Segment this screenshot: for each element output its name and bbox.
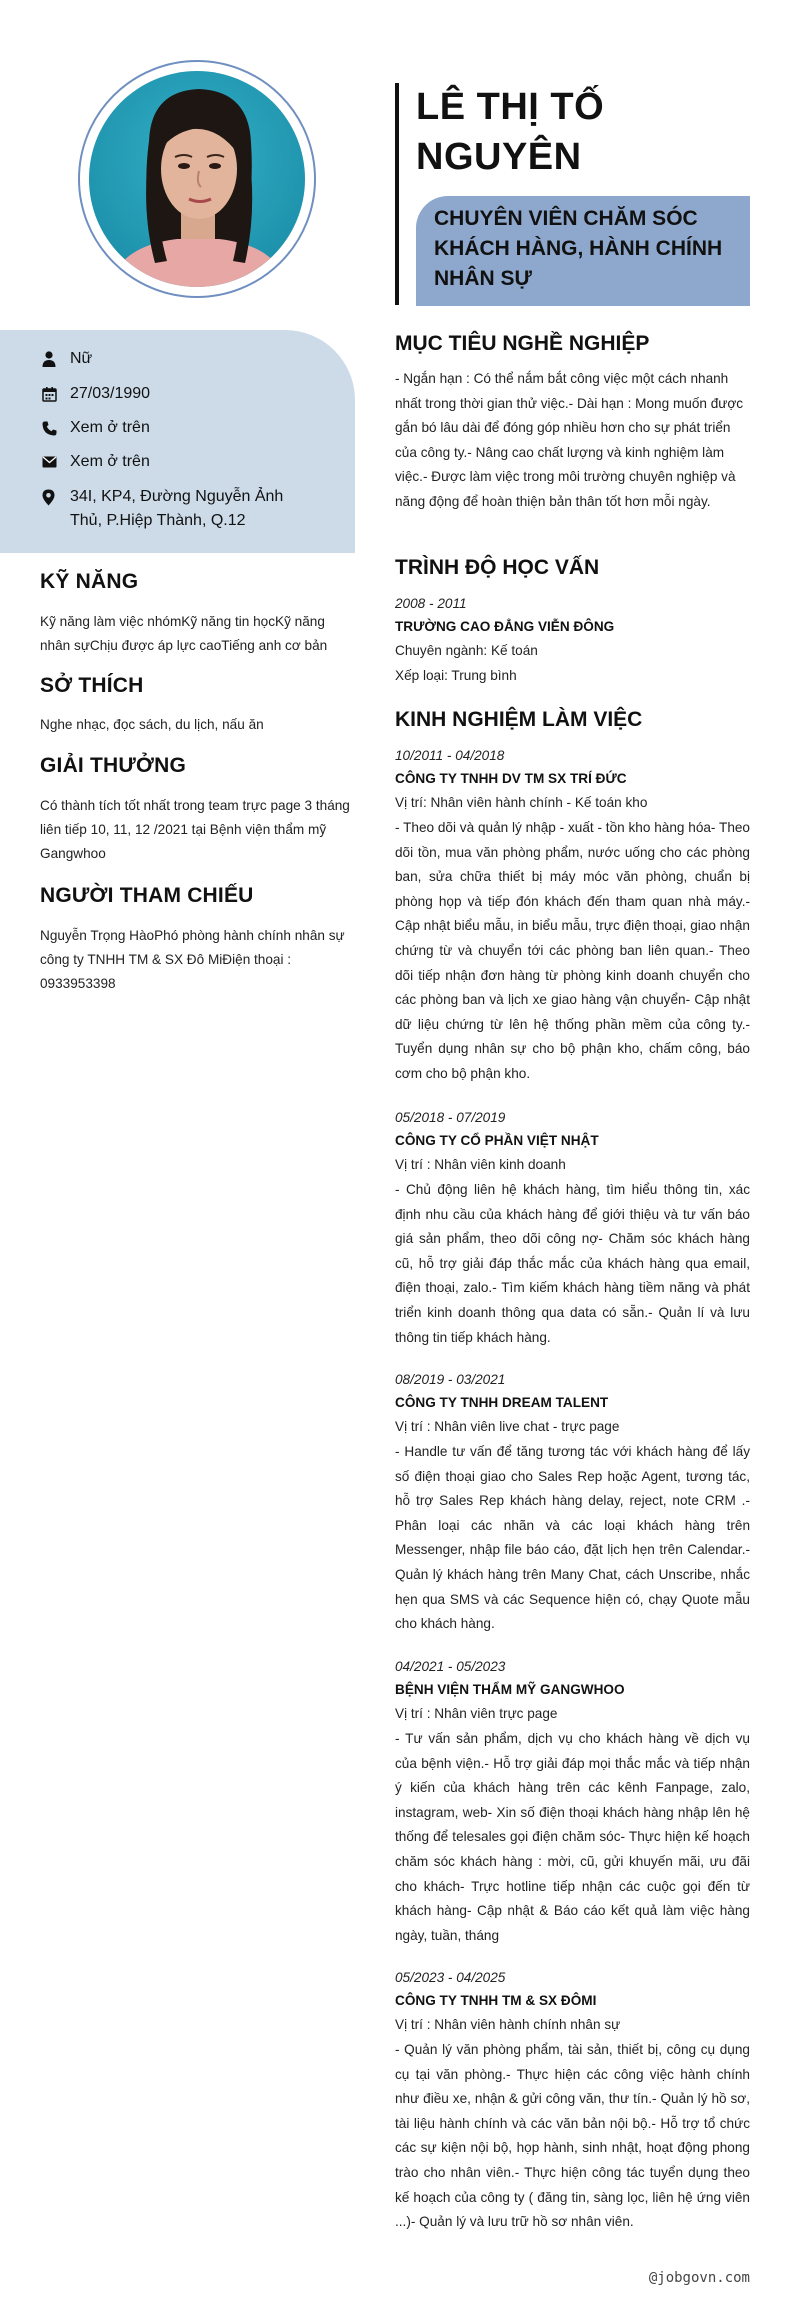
person-icon — [42, 347, 64, 371]
hobbies-text: Nghe nhạc, đọc sách, du lịch, nấu ăn — [40, 717, 264, 732]
objective-title: MỤC TIÊU NGHỀ NGHIỆP — [395, 332, 650, 355]
job-period: 10/2011 - 04/2018 — [395, 748, 505, 763]
job-position: Vị trí: Nhân viên hành chính - Kế toán kho — [395, 795, 648, 810]
email-value: Xem ở trên — [70, 453, 150, 470]
objective-text: - Ngắn hạn : Có thể nắm bắt công việc một cách nhanh nhất trong thời gian thử việc.- Dài hạn : Mong muốn được gắn bó lâu dài để đóng góp nhiều hơn cho sự phát triển của công ty.- Nâng cao chất lượng và kinh nghiệm làm việc.- Được làm việc trong môi trường chuyên nghiệp và năng động để hoàn thiện bản thân tốt hơn mỗi ngày. — [395, 371, 744, 509]
education-period: 2008 - 2011 — [395, 596, 467, 611]
job-period: 04/2021 - 05/2023 — [395, 1659, 506, 1674]
job-period: 08/2019 - 03/2021 — [395, 1372, 506, 1387]
skills-title: KỸ NĂNG — [40, 570, 139, 593]
name-accent-bar — [395, 83, 399, 305]
job-position: Vị trí : Nhân viên trực page — [395, 1706, 558, 1721]
job-description: - Tư vấn sản phẩm, dịch vụ cho khách hàng về dịch vụ của bệnh viện.- Hỗ trợ giải đáp mọi thắc mắc và tiếp nhận ý kiến của khách hàng trên các kênh Fanpage, zalo, instagram, web- Xin số điện thoại khách hàng nhập lên hệ thống để telesales gọi điện chăm sóc- Thực hiện kế hoạch chăm sóc khách hàng : mời, cũ, gửi khuyến mãi, ưu đãi cho khách- Trực hotline tiếp nhận các cuộc gọi đến từ khách hàng- Cập nhật & Báo cáo kết quả làm việc hàng ngày, tuần, tháng — [395, 1731, 750, 1943]
skills-text: Kỹ năng làm việc nhómKỹ năng tin họcKỹ năng nhân sựChịu được áp lực caoTiếng anh cơ bản — [40, 614, 328, 653]
hobbies-title: SỞ THÍCH — [40, 674, 144, 697]
job-title-box — [416, 196, 750, 306]
contact-gender — [42, 347, 300, 371]
job-position: Vị trí : Nhân viên hành chính nhân sự — [395, 2017, 621, 2032]
phone-icon — [42, 416, 64, 440]
envelope-icon — [42, 450, 64, 474]
awards-title: GIẢI THƯỞNG — [40, 754, 187, 777]
job-company: CÔNG TY TNHH DREAM TALENT — [395, 1395, 609, 1410]
education-major: Chuyên ngành: Kế toán — [395, 643, 538, 658]
job-company: CÔNG TY TNHH DV TM SX TRÍ ĐỨC — [395, 771, 627, 786]
job-company: CÔNG TY CỔ PHẦN VIỆT NHẬT — [395, 1133, 599, 1148]
references-text: Nguyễn Trọng HàoPhó phòng hành chính nhân sự công ty TNHH TM & SX Đô MiĐiện thoại : 0933953398 — [40, 928, 345, 991]
gender-value: Nữ — [70, 350, 93, 367]
contact-email — [42, 450, 300, 474]
avatar — [89, 71, 305, 287]
contact-address — [42, 485, 300, 533]
education-rank: Xếp loại: Trung bình — [395, 668, 517, 683]
job-description: - Quản lý văn phòng phẩm, tài sản, thiết bị, công cụ dụng cụ tại văn phòng.- Thực hiện các công việc hành chính như điều xe, nhận & gửi công văn, thư tín.- Quản lý hồ sơ, tài liệu hành chính và các văn bản nội bộ.- Hỗ trợ tổ chức các sự kiện nội bộ, họp hành, sinh nhật, hoạt động phong trào cho nhân viên.- Thực hiện công tác tuyển dụng theo kế hoạch của công ty ( đăng tin, sàng lọc, liên hệ ứng viên ...)- Quản lý và lưu trữ hồ sơ nhân viên. — [395, 2042, 750, 2230]
experience-title: KINH NGHIỆM LÀM VIỆC — [395, 708, 643, 731]
watermark: @jobgovn.com — [648, 2270, 750, 2286]
education-school: TRƯỜNG CAO ĐẲNG VIỄN ĐÔNG — [395, 619, 615, 634]
calendar-icon — [42, 382, 64, 406]
job-position: Vị trí : Nhân viên live chat - trực page — [395, 1419, 620, 1434]
full-name: LÊ THỊ TỐ NGUYÊN — [416, 86, 605, 178]
phone-value: Xem ở trên — [70, 419, 150, 436]
awards-text: Có thành tích tốt nhất trong team trực page 3 tháng liên tiếp 10, 11, 12 /2021 tại Bệnh viện thẩm mỹ Gangwhoo — [40, 798, 350, 861]
job-company: BỆNH VIỆN THẨM MỸ GANGWHOO — [395, 1682, 625, 1697]
job-period: 05/2023 - 04/2025 — [395, 1970, 506, 1985]
job-description: - Theo dõi và quản lý nhập - xuất - tồn kho hàng hóa- Theo dõi tồn, mua văn phòng phẩm, nước uống cho các phòng ban, sửa chữa thiết bị máy móc văn phòng, chuẩn bị phòng họp và tiếp đón khách đến tham quan nhà máy.- Cập nhật biểu mẫu, in biểu mẫu, trực điện thoại, giao nhận chứng từ và chuyển tới các phòng ban liên quan.- Theo dõi tiếp nhận đơn hàng từ phòng kinh doanh chuyển cho các phòng ban và lịch xe giao hàng vận chuyển- Cập nhật dữ liệu chứng từ lên hệ thống phần mềm của công ty.- Tuyển dụng nhân sự cho bộ phận kho, chấm công, báo cơm cho bộ phận kho. — [395, 820, 750, 1081]
map-pin-icon — [42, 485, 64, 509]
references-title: NGƯỜI THAM CHIẾU — [40, 884, 254, 907]
contact-phone — [42, 416, 300, 440]
portrait-image — [89, 71, 305, 287]
job-company: CÔNG TY TNHH TM & SX ĐÔMI — [395, 1993, 597, 2008]
avatar-frame — [78, 60, 316, 298]
address-value: 34I, KP4, Đường Nguyễn Ảnh Thủ, P.Hiệp Thành, Q.12 — [70, 488, 284, 529]
birthday-value: 27/03/1990 — [70, 385, 151, 402]
education-title: TRÌNH ĐỘ HỌC VẤN — [395, 556, 600, 579]
contact-birthday — [42, 382, 300, 406]
job-title: CHUYÊN VIÊN CHĂM SÓC KHÁCH HÀNG, HÀNH CHÍNH NHÂN SỰ — [434, 207, 723, 290]
job-description: - Chủ động liên hệ khách hàng, tìm hiểu thông tin, xác định nhu cầu của khách hàng để giới thiệu và tư vấn báo giá sản phẩm, theo dõi công nợ- Chăm sóc khách hàng cũ, hỗ trợ giải đáp thắc mắc của khách hàng qua email, điện thoại, zalo.- Tìm kiếm khách hàng tiềm năng và phát triển kinh doanh thông qua data có sẵn.- Quản lí và lưu thông tin tiếp khách hàng. — [395, 1182, 750, 1345]
job-description: - Handle tư vấn để tăng tương tác với khách hàng để lấy số điện thoại giao cho Sales Rep hoặc Agent, tương tác, hỗ trợ Sales Rep khách hàng delay, reject, note CRM .- Phân loại các nhãn và các loại khách hàng trên Messenger, nhập file báo cáo, đặt lịch hẹn trên Calendar.- Quản lý khách hàng trên Many Chat, cách Unscribe, nhắc hẹn qua SMS và các Sequence hiện có, chạy Quote mẫu cho khách hàng. — [395, 1444, 750, 1632]
job-period: 05/2018 - 07/2019 — [395, 1110, 506, 1125]
job-position: Vị trí : Nhân viên kinh doanh — [395, 1157, 566, 1172]
